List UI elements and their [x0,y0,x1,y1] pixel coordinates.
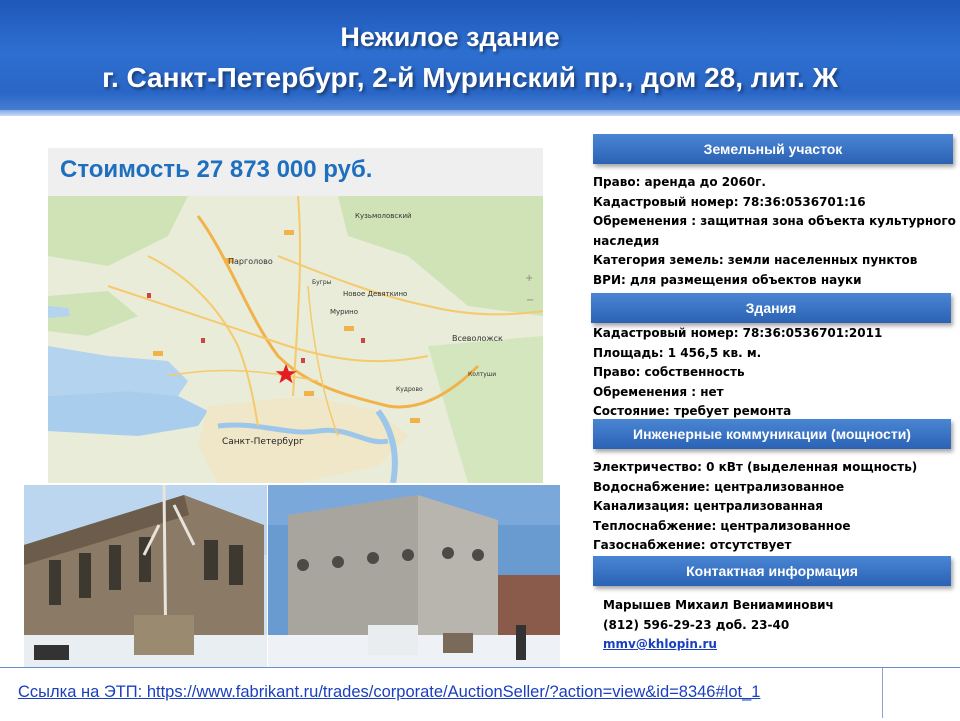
land-cadastral-number: Кадастровый номер: 78:36:0536701:16 [593,194,866,209]
building-section-header: Здания [591,293,951,323]
map-label: Кудрово [396,386,423,393]
map-label: Новое Девяткино [343,290,408,298]
building-cadastral-number: Кадастровый номер: 78:36:0536701:2011 [593,326,883,340]
utility-water: Водоснабжение: централизованное [593,479,845,494]
land-category: Категория земель: земли населенных пунктов [593,253,918,267]
map-label: Парголово [228,257,273,266]
header-banner [0,0,960,116]
building-encumbrance: Обременения : нет [593,384,724,399]
page-subtitle-address: г. Санкт-Петербург, 2-й Муринский пр., дом 28, лит. Ж [102,62,838,93]
svg-text:+: + [525,273,534,284]
map-label: Мурино [330,308,359,316]
utility-electricity: Электричество: 0 кВт (выделенная мощность) [593,460,918,474]
land-permitted-use: ВРИ: для размещения объектов науки [593,272,862,287]
map-label: Кузьмоловский [355,212,412,220]
utilities-details [593,458,953,556]
contact-details [603,596,943,655]
building-area: Площадь: 1 456,5 кв. м. [593,345,762,360]
svg-text:−: − [526,295,535,306]
contact-email-link[interactable]: mmv@khlopin.ru [603,637,717,651]
map-label: Всеволожск [452,334,503,343]
land-section-header: Земельный участок [593,134,953,164]
price-label: Стоимость 27 873 000 руб. [60,156,373,183]
building-details [593,324,953,422]
location-map[interactable] [48,196,543,483]
utility-heating: Теплоснабжение: централизованное [593,518,851,533]
map-label: Колтуши [468,371,497,378]
utility-gas: Газоснабжение: отсутствует [593,538,792,552]
building-photo-1 [24,485,267,667]
building-right: Право: собственность [593,365,745,379]
contact-phone: (812) 596-29-23 доб. 23-40 [603,617,790,632]
land-right: Право: аренда до 2060г. [593,175,766,189]
map-panel [48,148,543,483]
footer-divider [882,668,883,718]
building-condition: Состояние: требует ремонта [593,404,792,418]
map-label: Бугры [312,279,332,286]
contact-section-header: Контактная информация [593,556,951,586]
map-label: Санкт-Петербург [222,437,304,447]
etp-link[interactable]: Ссылка на ЭТП: https://www.fabrikant.ru/trades/corporate/AuctionSeller/?action=view&id=8346#lot_1 [18,683,761,701]
footer [0,667,960,721]
land-encumbrance: Обременения : защитная зона объекта культурного наследия [593,214,956,248]
utilities-section-header: Инженерные коммуникации (мощности) [593,419,951,449]
contact-name: Марышев Михаил Вениаминович [603,598,834,612]
land-details [593,173,958,290]
building-photo-2 [268,485,560,667]
utility-sewerage: Канализация: централизованная [593,499,824,513]
page-title: Нежилое здание [340,22,560,52]
